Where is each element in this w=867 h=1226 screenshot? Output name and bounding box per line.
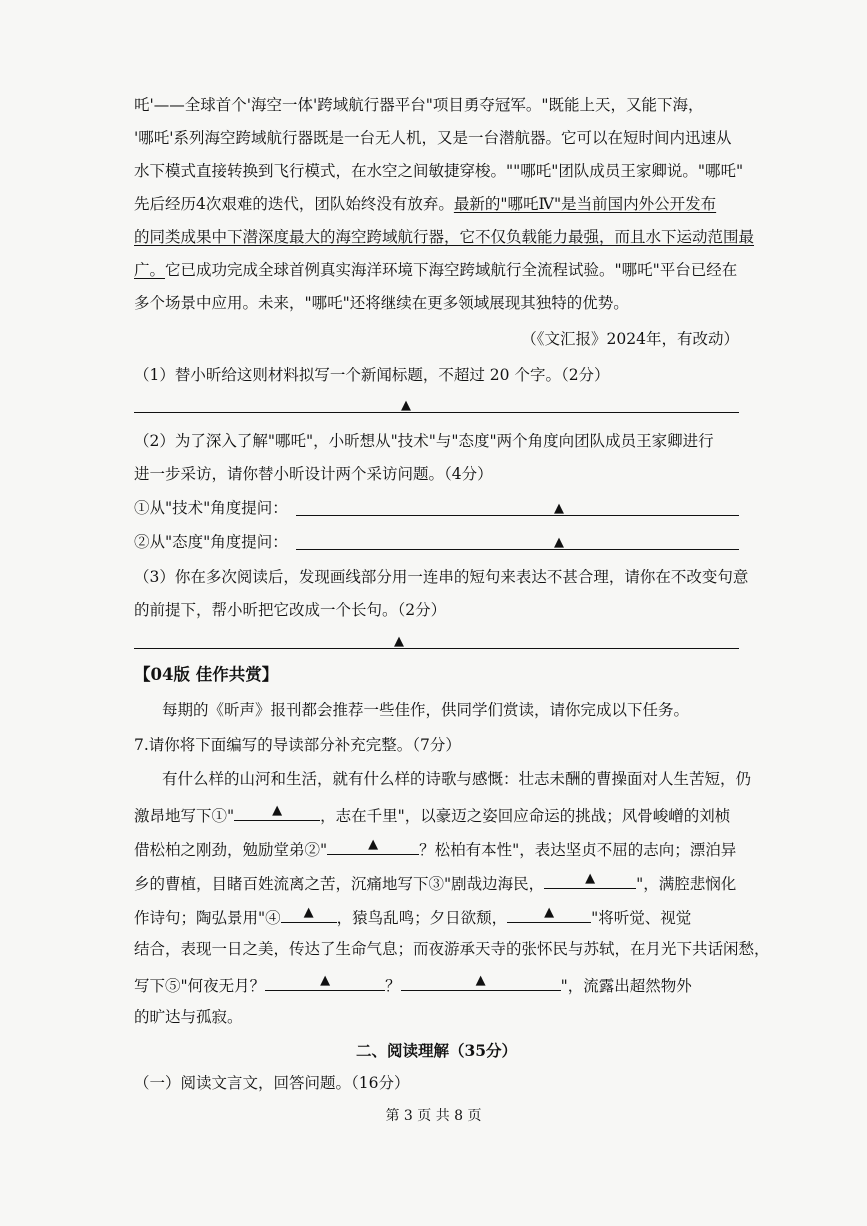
blank-5b[interactable] [401,972,561,991]
blank-marker-icon: ▲ [368,837,379,852]
question-2: 进一步采访，请你替小昕设计两个采访问题。（4分） [134,465,493,483]
guide-line: 乡的曹植，目睹百姓流离之苦，沉痛地写下③"剧哉边海民， ▲ "，满腔悲悯化 [134,871,737,893]
underlined-text: 广。 [134,261,166,279]
answer-line[interactable] [134,648,739,649]
blank-marker-icon: ▲ [320,973,331,988]
blank-4a[interactable] [281,904,337,923]
blank-4b[interactable] [507,904,591,923]
blank-marker-icon: ▲ [401,398,411,413]
guide-line: 借松柏之刚劲，勉励堂弟②" ▲ ？松柏有本性"，表达坚贞不屈的志向；漂泊异 [134,837,737,859]
answer-line[interactable] [296,515,739,516]
answer-prompt-attitude: ②从"态度"角度提问： [134,533,288,551]
answer-line[interactable] [296,549,739,550]
passage-line: 先后经历4次艰难的迭代，团队始终没有放弃。最新的"哪吒Ⅳ"是当前国内外公开发布 [134,195,717,213]
passage-line: 多个场景中应用。未来，"哪吒"还将继续在更多领域展现其独特的优势。 [134,294,629,312]
blank-marker-icon: ▲ [303,905,314,920]
blank-1[interactable] [234,802,320,821]
underlined-text: 的同类成果中下潜深度最大的海空跨域航行器，它不仅负载能力最强，而且水下运动范围最 [134,228,755,246]
blank-marker-icon: ▲ [554,535,564,550]
source-citation: （《文汇报》2024年，有改动） [521,330,739,348]
blank-marker-icon: ▲ [544,905,555,920]
question-1: （1）替小昕给这则材料拟写一个新闻标题，不超过 20 个字。（2分） [134,366,610,384]
page-number: 第 3 页 共 8 页 [385,1108,482,1124]
question-3: （3）你在多次阅读后，发现画线部分用一连串的短句来表达不甚合理，请你在不改变句意 [134,568,749,586]
blank-marker-icon: ▲ [475,973,486,988]
underlined-text: 最新的"哪吒Ⅳ"是当前国内外公开发布 [453,195,717,213]
blank-5a[interactable] [265,972,385,991]
question-3: 的前提下，帮小昕把它改成一个长句。（2分） [134,601,447,619]
passage-line: '哪吒'系列海空跨域航行器既是一台无人机，又是一台潜航器。它可以在短时间内迅速从 [134,129,732,147]
answer-prompt-technology: ①从"技术"角度提问： [134,499,288,517]
question-7-title: 7.请你将下面编写的导读部分补充完整。（7分） [134,736,461,754]
section-intro: 每期的《昕声》报刊都会推荐一些佳作，供同学们赏读，请你完成以下任务。 [162,701,690,719]
passage-line: 广。它已成功完成全球首例真实海洋环境下海空跨域航行全流程试验。"哪吒"平台已经在 [134,261,738,279]
passage-line: 吒'——全球首个'海空一体'跨域航行器平台"项目勇夺冠军。"既能上天，又能下海， [134,96,704,114]
section-heading: 【04版 佳作共赏】 [134,665,279,684]
guide-line: 有什么样的山河和生活，就有什么样的诗歌与感慨：壮志未酬的曹操面对人生苦短，仍 [162,770,752,788]
blank-marker-icon: ▲ [554,501,564,516]
blank-2[interactable] [327,836,419,855]
guide-line: 作诗句；陶弘景用"④ ▲ ，猿鸟乱鸣；夕日欲颓， ▲ "将听觉、视觉 [134,905,692,927]
guide-line: 结合，表现一日之美，传达了生命气息；而夜游承天寺的张怀民与苏轼，在月光下共话闲愁， [134,940,770,958]
blank-marker-icon: ▲ [394,634,404,649]
subsection-heading: （一）阅读文言文，回答问题。（16分） [134,1074,410,1092]
section-heading: 二、阅读理解（35分） [355,1041,518,1060]
passage-line: 水下模式直接转换到飞行模式，在水空之间敏捷穿梭。""哪吒"团队成员王家卿说。"哪吒" [134,162,744,180]
blank-marker-icon: ▲ [585,871,596,886]
guide-line: 激昂地写下①" ▲ ，志在千里"，以豪迈之姿回应命运的挑战；风骨峻嶒的刘桢 [134,803,731,825]
answer-line[interactable] [134,412,739,413]
question-2: （2）为了深入了解"哪吒"，小昕想从"技术"与"态度"两个角度向团队成员王家卿进行 [134,432,714,450]
guide-line: 的旷达与孤寂。 [134,1008,243,1026]
blank-3[interactable] [544,870,636,889]
blank-marker-icon: ▲ [272,803,283,818]
guide-line: 写下⑤"何夜无月？ ▲ ？ ▲ "，流露出超然物外 [134,973,692,995]
